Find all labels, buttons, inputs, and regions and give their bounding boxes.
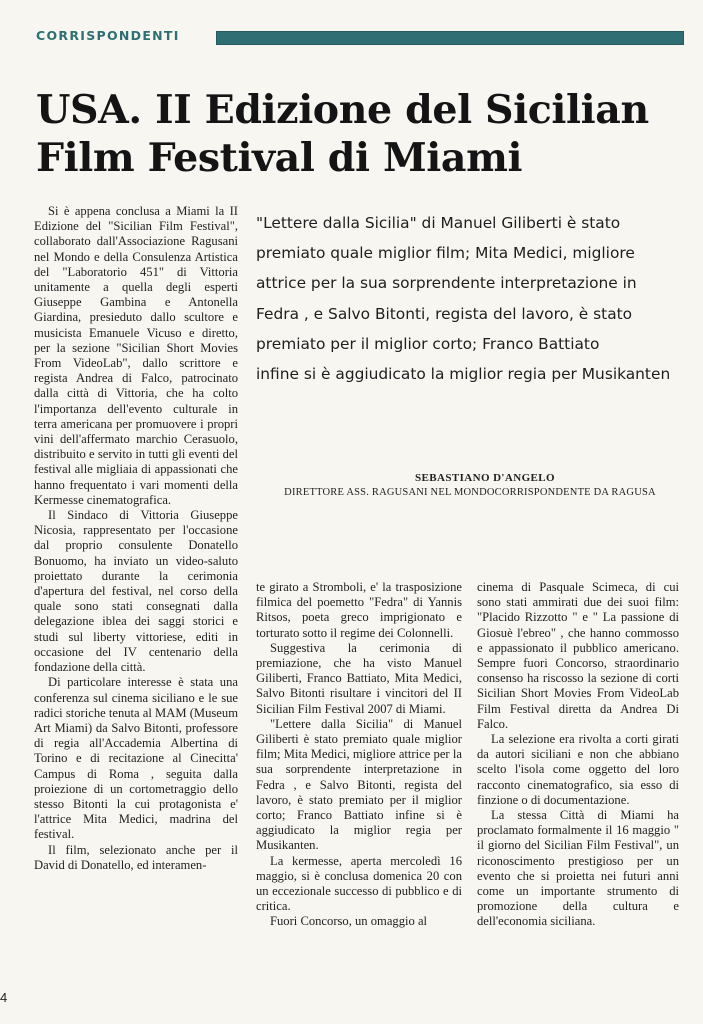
paragraph: La stessa Città di Miami ha proclamato formalmente il 16 maggio " il giorno del Sicilian Film Festival", un riconoscimento prestigioso per un evento che si proietta nei futuri anni come un importante strumento di promozione della cultura e dell'economia siciliana. xyxy=(477,808,679,929)
article-column-2 xyxy=(256,580,462,930)
paragraph: Il Sindaco di Vittoria Giuseppe Nicosia, rappresentato per l'occasione dal proprio consulente Donatello Bonuomo, ha inviato un video-saluto proiettato durante la cerimonia d'apertura del festival, nel corso della quale sono stati consegnati dalla delegazione iblea dei saggi storici e studi sul liberty vittoriese, editi in occasione del IV centenario della fondazione della città. xyxy=(34,508,238,675)
paragraph: te girato a Stromboli, e' la trasposizione filmica del poemetto "Fedra" di Yannis Ritsos, poeta greco imprigionato e torturato sotto il regime dei Colonnelli. xyxy=(256,580,462,640)
paragraph: Suggestiva la cerimonia di premiazione, che ha visto Manuel Giliberti, Franco Battiato, Mita Medici, Salvo Bitonti risultare i vincitori del II Sicilian Film Festival 2007 di Miami. xyxy=(256,640,462,716)
paragraph: La selezione era rivolta a corti girati da autori siciliani e non che abbiano scelto l'isola come oggetto del loro racconto cinematografico, sia esso di finzione o di documentazione. xyxy=(477,732,679,807)
author-name: SEBASTIANO D'ANGELO xyxy=(415,472,555,484)
page-number: 4 xyxy=(0,990,8,1005)
paragraph: Il film, selezionato anche per il David di Donatello, ed interamen- xyxy=(34,842,238,872)
pull-quote: "Lettere dalla Sicilia" di Manuel Giliberti è stato premiato quale miglior film; Mita Medici, migliore attrice per la sua sorprendente interpretazione in Fedra , e Salvo Bitonti, regista del lavoro, è stato premiato per il miglior corto; Franco Battiato infine si è aggiudicato la miglior regia per Musikanten xyxy=(256,214,671,384)
paragraph: Si è appena conclusa a Miami la II Edizione del "Sicilian Film Festival", collaborato dall'Associazione Ragusani nel Mondo e della Consulenza Artistica del "Laboratorio 451" di Vittoria unitamente a quella degli esperti Giuseppe Gambina e Antonella Giardina, presieduto dallo scultore e musicista Emanuele Vicuso e diretto, per la sezione "Sicilian Short Movies From VideoLab", dallo scrittore e regista Andrea di Falco, patrocinato dalla città di Vittoria, che ha colto l'importanza dell'evento culturale in terra americana per promuovere i propri vini dell'affermato marchio Cerasuolo, distribuito e servito in tutti gli eventi del festival alle migliaia di appassionati che hanno frequentato i vari momenti della Kermesse cinematografica. xyxy=(34,204,238,507)
paragraph: Di particolare interesse è stata una conferenza sul cinema siciliano e le sue radici storiche tenuta al MAM (Museum Art Miami) da Salvo Bitonti, professore di regia all'Accademia Albertina di Torino e di recitazione al Cinecitta' Campus di Roma , seguita dalla proiezione di un cortometraggio dello stesso Bitonti la cui protagonista e' l'attrice Mita Medici, madrina del festival. xyxy=(34,675,238,842)
author-role: DIRETTORE ASS. RAGUSANI NEL MONDOCORRISPONDENTE DA RAGUSA xyxy=(284,487,656,498)
section-header xyxy=(36,26,682,46)
paragraph: cinema di Pasquale Scimeca, di cui sono stati ammirati due dei suoi film: "Placido Rizzotto " e " La passione di Giosuè l'ebreo" , che hanno commosso e appassionato il pubblico americano. Sempre fuori Concorso, straordinario consenso ha riscosso la sezione di corti Sicilian Short Movies From VideoLab Film Festival diretta da Andrea Di Falco. xyxy=(477,580,679,731)
paragraph: Fuori Concorso, un omaggio al xyxy=(270,914,428,929)
article-column-3 xyxy=(477,580,679,930)
paragraph: La kermesse, aperta mercoledì 16 maggio, si è conclusa domenica 20 con un eccezionale successo di pubblico e di critica. xyxy=(256,853,462,914)
byline xyxy=(256,472,684,498)
paragraph: "Lettere dalla Sicilia" di Manuel Giliberti è stato premiato quale miglior film; Mita Medici, migliore attrice per la sua sorprendente interpretazione in Fedra , e Salvo Bitonti, regista del lavoro, è stato premiato per il miglior corto; Franco Battiato infine si è aggiudicato la miglior regia per Musikanten. xyxy=(256,716,462,853)
article-title: USA. II Edizione del Sicilian Film Festival di Miami xyxy=(36,87,649,181)
section-color-bar xyxy=(216,31,684,45)
section-label: CORRISPONDENTI xyxy=(36,28,180,43)
article-column-1 xyxy=(34,204,238,873)
